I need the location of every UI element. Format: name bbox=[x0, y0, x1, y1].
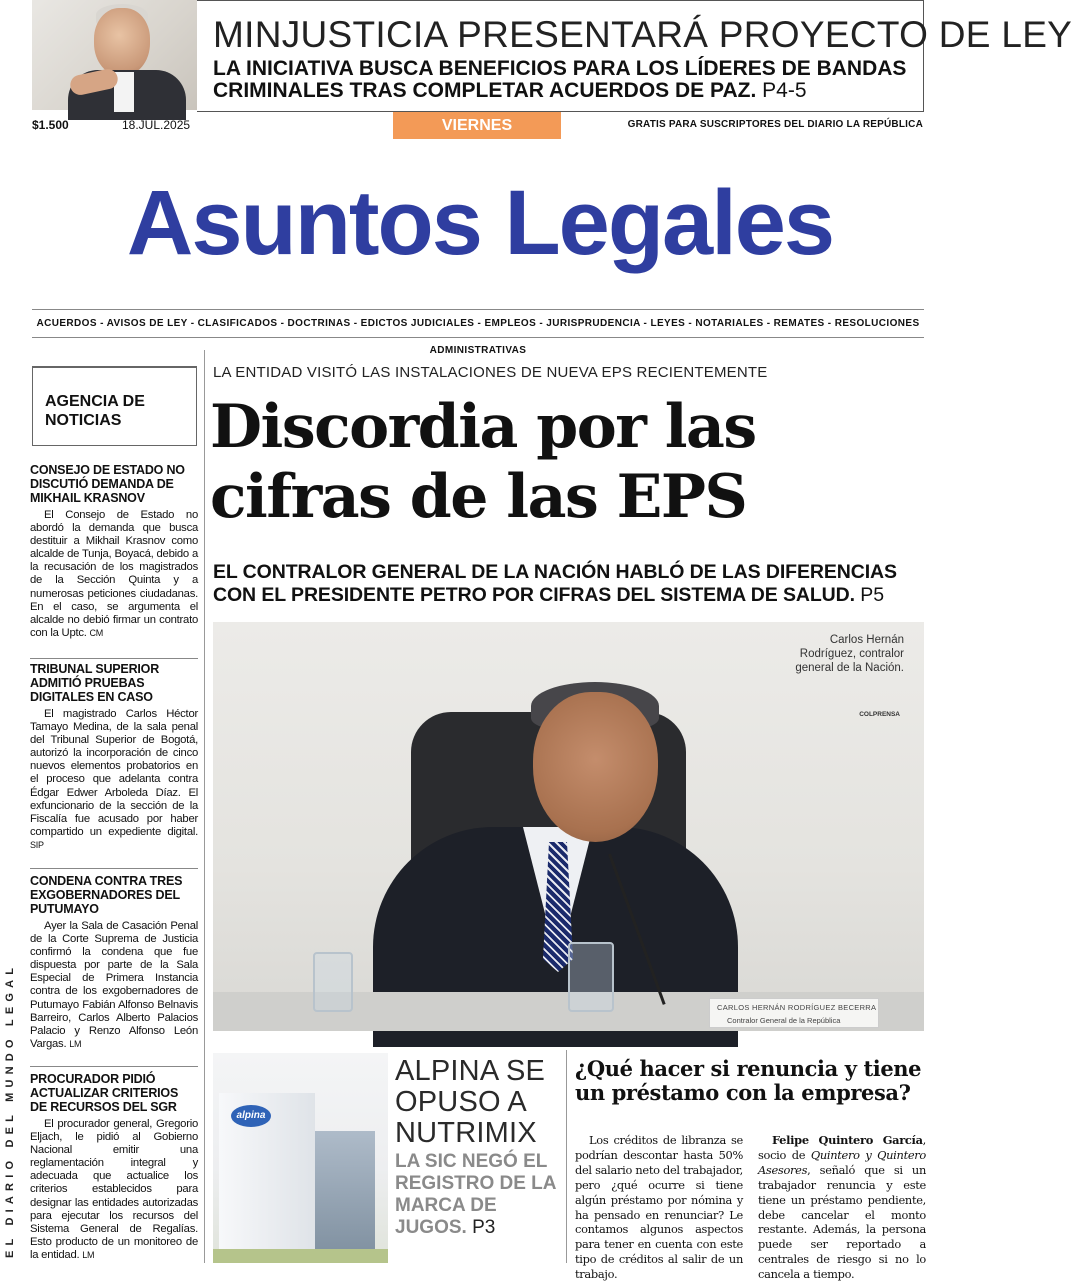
main-headline[interactable]: Discordia por las cifras de las EPS bbox=[210, 392, 756, 532]
news-item[interactable] bbox=[30, 662, 198, 852]
news-body: El procurador general, Gregorio Eljach, le pidió al Gobierno Nacional emitir una reglamentación integral y adecuada que actualice los criterios establecidos para designar las entidades autorizadas para ejecutar los recursos del Sistema General de Regalías. Esto producto de un monitoreo de la entidad. LM bbox=[30, 1118, 198, 1261]
photo-caption: Carlos Hernán Rodríguez, contralor general de la Nación. bbox=[795, 634, 904, 674]
news-item[interactable] bbox=[30, 1072, 198, 1262]
agency-box bbox=[32, 366, 197, 446]
news-body: El magistrado Carlos Héctor Tamayo Medina, de la sala penal del Tribunal Superior de Bogotá, autorizó la incorporación de cinco nuevos elementos probatorios en el proceso que adelanta contra Édgar Edwer Arboleda Díaz. El exfuncionario de la sección de la Fiscalía fue acusado por haber compartido un expediente digital. SIP bbox=[30, 708, 198, 850]
main-photo bbox=[213, 622, 924, 1031]
news-body: El Consejo de Estado no abordó la demanda que busca destituir a Mikhail Krasnov como alcalde de Tunja, Boyacá, debido a la recusación de los magistrados de la Sección Quinta y a numerosas peticiones ciudadanas. En el caso, se argumenta el alcalde no debió firmar un contrato con la Uptc. CM bbox=[30, 509, 198, 639]
main-deck: EL CONTRALOR GENERAL DE LA NACIÓN HABLÓ DE LAS DIFERENCIAS CON EL PRESIDENTE PETRO POR CIFRAS DEL SISTEMA DE SALUD. P5 bbox=[213, 561, 897, 606]
loan-body-col2: Felipe Quintero García, socio de Quintero y Quintero Asesores, señaló que si un trabajador renuncia y este tiene un préstamo pendiente, debe cancelar el monto restante. Además, la persona puede ser reportado a centrales de riesgo si no lo cancela a tiempo. bbox=[758, 1133, 926, 1282]
loan-body-col1: Los créditos de libranza se podrían descontar hasta 50% del salario neto del trabajador, pero ¿qué ocurre si tiene algún préstamo por nómina y ha pensado en renunciar? Le contamos algunos aspectos para tener en cuenta con este tipo de créditos al salir de un trabajo. bbox=[575, 1133, 743, 1282]
masthead-logo: Asuntos Legales bbox=[126, 172, 834, 274]
teaser-photo bbox=[32, 0, 197, 110]
alpina-page-ref: P3 bbox=[472, 1217, 496, 1238]
weekday-badge: VIERNES bbox=[393, 112, 561, 139]
news-divider bbox=[30, 658, 198, 659]
nameplate-name: CARLOS HERNÁN RODRÍGUEZ BECERRA bbox=[717, 1003, 877, 1012]
news-headline[interactable]: TRIBUNAL SUPERIOR ADMITIÓ PRUEBAS DIGITALES EN CASO bbox=[30, 662, 160, 704]
teaser-subhead: LA INICIATIVA BUSCA BENEFICIOS PARA LOS LÍDERES DE BANDAS CRIMINALES TRAS COMPLETAR ACUERDOS DE PAZ. P4-5 bbox=[213, 57, 907, 102]
teaser-page-ref: P4-5 bbox=[762, 79, 807, 102]
issue-date: 18.JUL.2025 bbox=[122, 118, 191, 132]
news-item[interactable] bbox=[30, 463, 198, 640]
agency-label: AGENCIA DE NOTICIAS bbox=[45, 393, 145, 429]
subscribers-note: GRATIS PARA SUSCRIPTORES DEL DIARIO LA REPÚBLICA bbox=[627, 119, 923, 130]
photo-credit: COLPRENSA bbox=[859, 711, 900, 718]
news-divider bbox=[30, 868, 198, 869]
price: $1.500 bbox=[32, 118, 69, 132]
vertical-slogan: EL DIARIO DEL MUNDO LEGAL bbox=[4, 962, 16, 1258]
teaser-headline[interactable]: MINJUSTICIA PRESENTARÁ PROYECTO DE LEY bbox=[213, 14, 1072, 55]
loan-headline[interactable]: ¿Qué hacer si renuncia y tiene un préstamo con la empresa? bbox=[575, 1056, 922, 1105]
news-item[interactable] bbox=[30, 874, 198, 1051]
sections-bar[interactable]: ACUERDOS - AVISOS DE LEY - CLASIFICADOS - DOCTRINAS - EDICTOS JUDICIALES - EMPLEOS - JURISPRUDENCIA - LEYES - NOTARIALES - REMATES - RESOLUCIONES ADMINISTRATIVAS bbox=[32, 309, 924, 338]
alpina-logo: alpina bbox=[231, 1105, 271, 1127]
main-kicker: LA ENTIDAD VISITÓ LAS INSTALACIONES DE NUEVA EPS RECIENTEMENTE bbox=[213, 364, 768, 381]
alpina-headline[interactable]: ALPINA SE OPUSO A NUTRIMIX bbox=[395, 1055, 546, 1149]
column-divider bbox=[204, 350, 205, 1263]
nameplate-title: Contralor General de la República bbox=[727, 1016, 841, 1025]
news-headline[interactable]: CONSEJO DE ESTADO NO DISCUTIÓ DEMANDA DE MIKHAIL KRASNOV bbox=[30, 463, 185, 505]
news-headline[interactable]: PROCURADOR PIDIÓ ACTUALIZAR CRITERIOS DE RECURSOS DEL SGR bbox=[30, 1072, 179, 1114]
news-body: Ayer la Sala de Casación Penal de la Corte Suprema de Justicia confirmó la condena que fue dispuesta por parte de la Sala Especial de Primera Instancia contra de los exgobernadores de Putumayo Fabián Alfonso Belnavis Barreiro, Carlos Alberto Palacios Palacio y Renzo Alfonso León Vargas. LM bbox=[30, 920, 198, 1050]
main-page-ref: P5 bbox=[860, 584, 884, 606]
news-divider bbox=[30, 1066, 198, 1067]
column-divider bbox=[566, 1050, 567, 1263]
news-headline[interactable]: CONDENA CONTRA TRES EXGOBERNADORES DEL PUTUMAYO bbox=[30, 874, 183, 916]
alpina-photo bbox=[213, 1053, 388, 1263]
alpina-subhead: LA SIC NEGÓ EL REGISTRO DE LA MARCA DE JUGOS. P3 bbox=[395, 1151, 556, 1238]
